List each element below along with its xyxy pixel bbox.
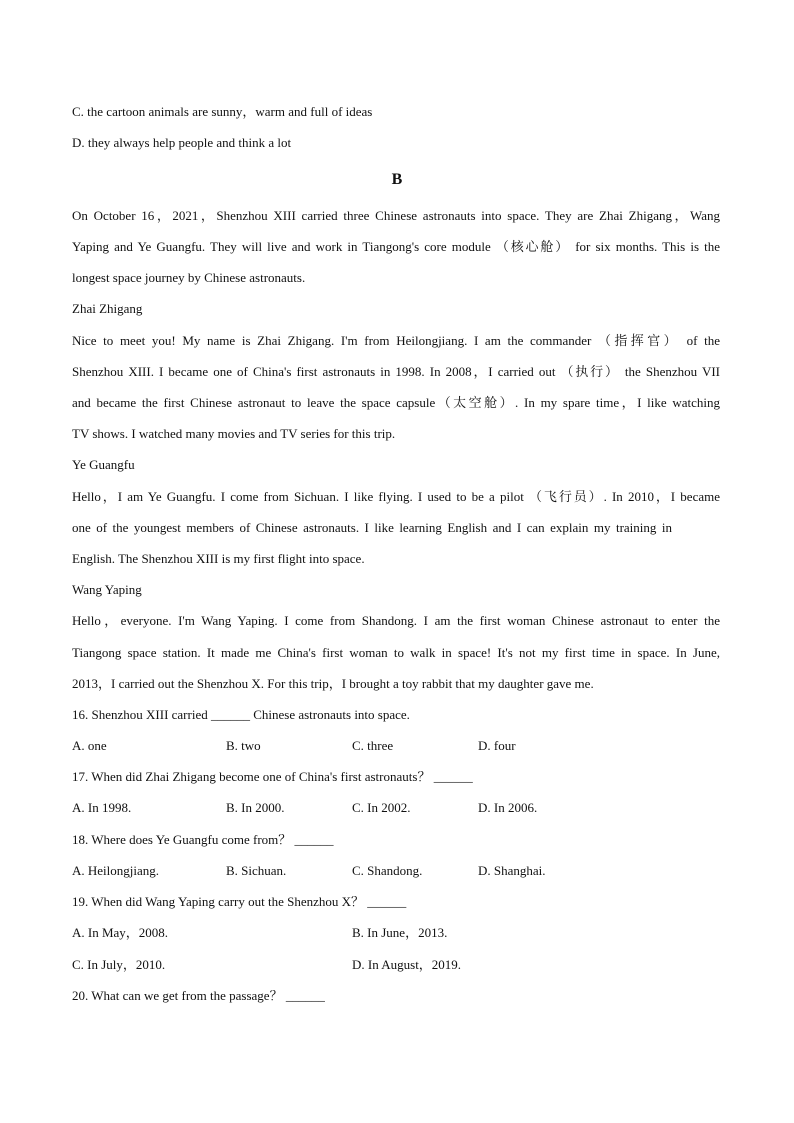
speaker-name-ye: Ye Guangfu (72, 457, 135, 472)
question-stem: 19. When did Wang Yaping carry out the Shenzhou X？ ______ (72, 894, 407, 909)
passage-intro-line: Yaping and Ye Guangfu. They will live and work in Tiangong's core module （核心舱） for six months. This is the (72, 239, 720, 254)
answer-option[interactable]: D. In August，2019. (352, 957, 462, 972)
answer-option[interactable]: A. one (72, 738, 107, 753)
answer-option[interactable]: B. two (226, 738, 261, 753)
zhai-paragraph-line: Nice to meet you! My name is Zhai Zhigang. I'm from Heilongjiang. I am the commander （指挥官） of the (72, 333, 720, 348)
wang-paragraph-line: Hello，everyone. I'm Wang Yaping. I come from Shandong. I am the first woman Chinese astronaut to enter the (72, 613, 720, 628)
passage-intro-line: On October 16，2021，Shenzhou XIII carried three Chinese astronauts into space. They are Zhai Zhigang，Wang (72, 208, 720, 223)
ye-paragraph-line: Hello，I am Ye Guangfu. I come from Sichuan. I like flying. I used to be a pilot （飞行员）. In 2010，I became (72, 489, 720, 504)
answer-option[interactable]: C. In 2002. (352, 800, 411, 815)
answer-option[interactable]: A. Heilongjiang. (72, 863, 160, 878)
answer-option[interactable]: B. In 2000. (226, 800, 285, 815)
question-stem: 16. Shenzhou XIII carried ______ Chinese astronauts into space. (72, 707, 410, 722)
ye-paragraph-line: English. The Shenzhou XIII is my first flight into space. (72, 551, 365, 566)
answer-option[interactable]: C. In July，2010. (72, 957, 166, 972)
passage-intro-line: longest space journey by Chinese astronauts. (72, 270, 306, 285)
answer-option[interactable]: D. Shanghai. (478, 863, 546, 878)
speaker-name-wang: Wang Yaping (72, 582, 142, 597)
answer-option[interactable]: B. Sichuan. (226, 863, 287, 878)
wang-paragraph-line: Tiangong space station. It made me China's first woman to walk in space! It's not my first time in space. In June, (72, 645, 720, 660)
answer-option[interactable]: D. In 2006. (478, 800, 538, 815)
question-stem: 18. Where does Ye Guangfu come from？ ______ (72, 832, 334, 847)
prev-option-c: C. the cartoon animals are sunny，warm and full of ideas (72, 104, 373, 119)
answer-option[interactable]: D. four (478, 738, 516, 753)
answer-option[interactable]: C. Shandong. (352, 863, 423, 878)
answer-option[interactable]: B. In June，2013. (352, 925, 448, 940)
answer-option[interactable]: A. In 1998. (72, 800, 132, 815)
speaker-name-zhai: Zhai Zhigang (72, 301, 143, 316)
question-stem: 17. When did Zhai Zhigang become one of China's first astronauts？ ______ (72, 769, 473, 784)
answer-option[interactable]: A. In May，2008. (72, 925, 169, 940)
wang-paragraph-line: 2013，I carried out the Shenzhou X. For this trip，I brought a toy rabbit that my daughter gave me. (72, 676, 594, 691)
question-stem: 20. What can we get from the passage？ ______ (72, 988, 325, 1003)
zhai-paragraph-line: and became the first Chinese astronaut to leave the space capsule（太空舱）. In my spare time，I like watching (72, 395, 720, 410)
zhai-paragraph-line: TV shows. I watched many movies and TV series for this trip. (72, 426, 396, 441)
ye-paragraph-line: one of the youngest members of Chinese astronauts. I like learning English and I can explain my training in (72, 520, 672, 535)
prev-option-d: D. they always help people and think a lot (72, 135, 292, 150)
section-title: B (391, 171, 403, 188)
zhai-paragraph-line: Shenzhou XIII. I became one of China's first astronauts in 1998. In 2008，I carried out （执行） the Shenzhou VII (72, 364, 720, 379)
answer-option[interactable]: C. three (352, 738, 394, 753)
